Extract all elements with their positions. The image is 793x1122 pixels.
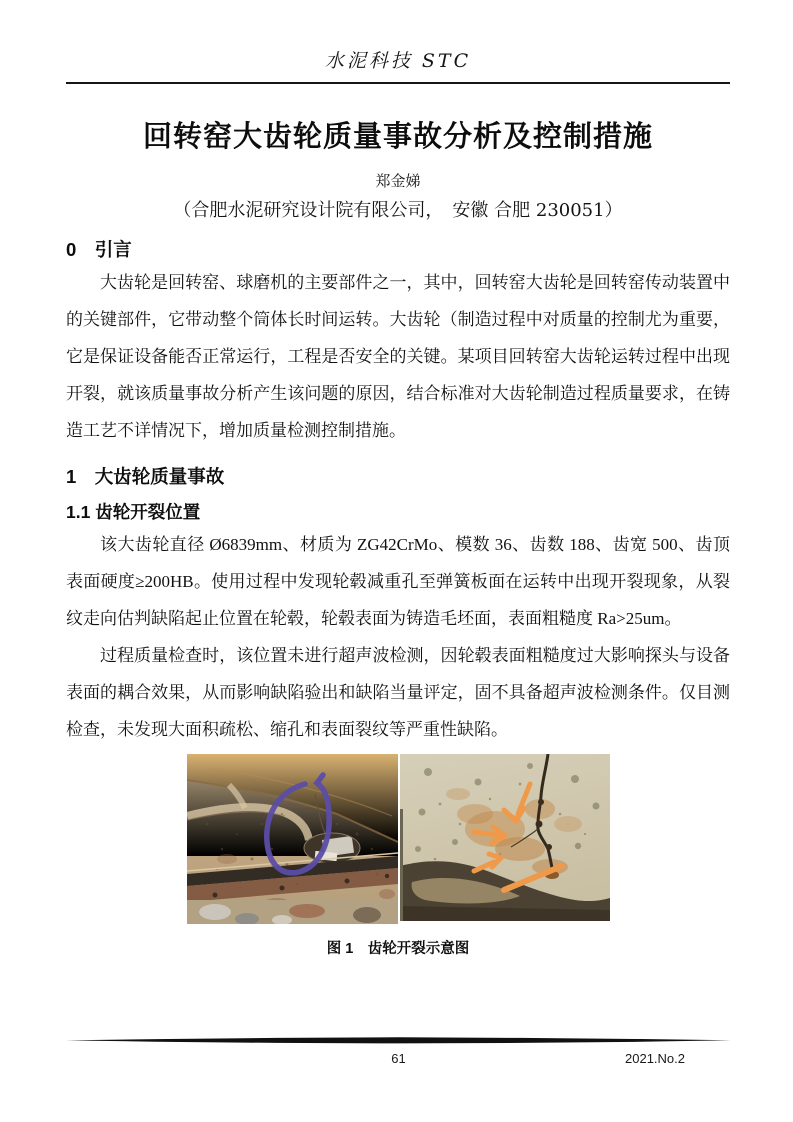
- section-heading-1-1: 1.1 齿轮开裂位置: [66, 502, 201, 522]
- figure-photo-left-crack-circled: [187, 754, 398, 924]
- footer-rule: [66, 1036, 731, 1045]
- section-1-1-paragraph-2: 过程质量检查时，该位置未进行超声波检测，因轮毂表面粗糙度过大影响探头与设备表面的耦合效果，从而影响缺陷验出和缺陷当量评定，固不具备超声波检测条件。仅目测检查，未发现大面积疏松、缩孔和表面裂纹等严重性缺陷。: [66, 646, 730, 739]
- page-number: 61: [391, 1051, 406, 1066]
- footer-row: [66, 1051, 731, 1071]
- figure-1: [66, 754, 730, 958]
- page-footer: [66, 1032, 731, 1071]
- author-name: 郑金娣: [375, 172, 421, 190]
- figure-photo-right-crack-arrows: [400, 754, 610, 921]
- section-heading-1: 1 大齿轮质量事故: [66, 466, 225, 487]
- journal-title: 水泥科技 STC: [324, 50, 472, 72]
- figure-photo-row: [66, 754, 730, 924]
- header-rule: [66, 82, 730, 84]
- figure-caption: 图 1 齿轮开裂示意图: [326, 941, 470, 957]
- issue-number: 2021.No.2: [625, 1051, 685, 1066]
- section-1-1-paragraph-1: 该大齿轮直径 Ø6839mm、材质为 ZG42CrMo、模数 36、齿数 188、齿宽 500、齿顶表面硬度≥200HB。使用过程中发现轮毂减重孔至弹簧板面在运转中出现开裂现象，从裂纹走向估判缺陷起止位置在轮毂，轮毂表面为铸造毛坯面，表面粗糙度 Ra>25um。: [66, 535, 730, 628]
- author-affiliation: （合肥水泥研究设计院有限公司， 安徽 合肥 230051）: [173, 200, 623, 221]
- intro-paragraph: 大齿轮是回转窑、球磨机的主要部件之一，其中，回转窑大齿轮是回转窑传动装置中的关键部件，它带动整个筒体长时间运转。大齿轮（制造过程中对质量的控制尤为重要，它是保证设备能否正常运行，工程是否安全的关键。某项目回转窑大齿轮运转过程中出现开裂，就该质量事故分析产生该问题的原因，结合标准对大齿轮制造过程质量要求，在铸造工艺不详情况下，增加质量检测控制措施。: [66, 273, 730, 440]
- article-title: 回转窑大齿轮质量事故分析及控制措施: [142, 121, 653, 153]
- section-heading-intro: 0 引言: [66, 239, 132, 260]
